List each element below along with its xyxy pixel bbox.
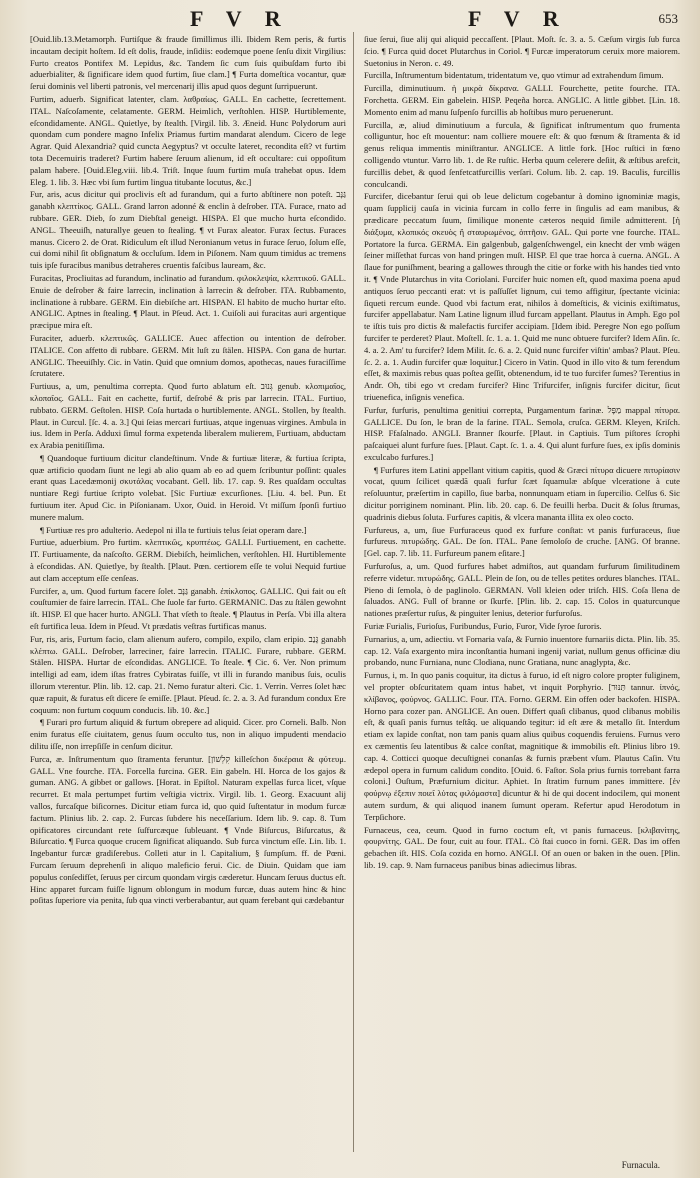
right-paragraph: Furnarius, a, um, adiectiu. vt Fornaria vaſa, & Furnio inuentore furnariis dicta. Plin. lib. 35. cap. 12. Vaſa exargento mira inconſtantia humani ingenij variat, nullum genus officinæ diu probando, nunc Furniana, nunc Clodiana, nunc Gratiana, nunc anaglypta, &c.: [364, 633, 680, 668]
left-paragraph: Furca, æ. Inſtrumentum quo ſtramenta feruntur. [קִלְשׁוֹן killeſchon δικέραια & φύτευμ. GALL. Vne fourche. ITA. Forcella furcina. GER. Ein gabeln. HI. Horca de los gajos & guman. ANG. A gibbet or gallows. [Horat. in Epiſtol. Naturam expellas furca licet, vſque recurret. Et mala pertumpet furtim veſtigia victrix. Virgil. lib. 1. Georg. Exacuunt alij vallos, furcaſque biſicornes. Dicitur etiam furca id, quo quid ſuſtentatur in modum furcæ factum. Plinius lib. 2. cap. 2. Furcas ſubdere his neceſſarium. Idem lib. 9. cap. 8. Tum opificatores circundant rete ſuſfurcæque ſubleuant. ¶ Vnde Biſurcus, Biſurcatus, & Biſurcatio. ¶ Furca quoque crucem ſignificat aliquando. Sub furca vinctum eſſe. Lin. lib. 1. Ingebantur furcæ gradiſerebus. Colleti atur in l. Capitalium, § ſumpſum. ff. de Pœni. Furcam ſeruum deprehenſi in aliquo maleficio ferui. Cic. de Diuin. Quidam que iam populus conſedifſet, ſeruus per circum quondam virgis cæderetur. Huncam ſeruus ductus eſt. Hinc apparet furcam fuiſſe lignum oblongum in modum furcæ, duas autem hinc & hinc poſitas ſuperiore via penita, ſub qua vincti verberabantur, aut quam ferebant qui cædebantur: [30, 753, 346, 906]
right-column: [364, 34, 680, 1159]
right-paragraph: ſiue ſerui, ſiue alij qui aliquid peccaſſent. [Plaut. Moſt. ſc. 3. a. 5. Cæſum virgis ſub furca ſcio. ¶ Furca quid docet Plutarchus in Coriol. ¶ Furcæ imperatorum ceruix more maiorem. Suetonius in Neron. c. 49.: [364, 34, 680, 68]
header-left: F V R: [190, 6, 290, 31]
right-paragraph: Furnus, i, m. In quo panis coquitur, ita dictus à furuo, id eſt nigro colore propter fuliginem, vel propter obſcuritatem quam intus habet, vt inquit Porphyrio. [תַּנּוּר tannur. ἰπνός, κλίβανος, φούρνος. GALLIC. Four. ITA. Forno. GERM. Ein offen oder backofen. HISPA. Horno para cozer pan. ANGLICE. An ouen. Differt quaſi clibanus, quod clibanus mobilis eſt, & quaſi panis furnus teſtâq. ue aliquando tegitur: id eſt ære & metallo ſit. Interdum etiam ex lapide conſtat, non tam panis quam alius quibus coquendis feruiens. Furnus vero ex cæmentis ſeu latentibus & calce conſtat, magnitique & immobilis eſt. Plinius libro 19. cap. 4. Cotticci quoque decuſtignei conanſas & furnis præbent vſum. Plautus Caſin. Vtu ædepol opera in furnum calidum condito. [Ouid. 6. Faſtor. Sola prius furnis torrebant farra coloni.] Ouſtum, Præfurnium dicitur. Aphiet. In ſtratim furnum panes immittere. [ἐν φούρνῳ ἐξεπιν ποιεῖ λὐτας φιλόμαστα] dicuntur & hi de qui docent indocilem, qui monent autem surdum, & qui aliquod inanem ſumunt operam. Refertur apud Herodotum in Terpſichore.: [364, 670, 680, 822]
left-paragraph: Fur, aris, acus dicitur qui proclivis eſt ad furandum, qui a furto abſtinere non poteſt. גַּנָּב ganabh κλεπτίκος. GALL. Grand larron adonné & enclin à deſrober. ITA. Furace, rnato ad rubbare. GER. Dieb, ſo zum Diebſtal geneigt. HISPA. El que mucho hurta eſcondido. ANGL. Theeuiſh, naturallye geuen to ſtealing. ¶ vt Furax aleator. Furax ſectus. Furaces manus. Cicero 2. de Orat. Ridiculum eſt illud Neronianum vetus in furace ſeruo, ſolum eſſe, cui domi nihil ſit obſignatum & occluſum. Idem in Piſonem. Nam quum timidus ac tremens tuis ipſe furacibus manibus detraheres cruentis faſcibus lauream, &c.: [30, 189, 346, 271]
page-number: 653: [658, 11, 678, 26]
catchword: Furnacula.: [621, 1160, 660, 1170]
left-paragraph: Furcifer, a, um. Quod furtum facere ſolet. גַּנָּב ganabh. ἐπίκλοπος. GALLIC. Qui fait ou eſt couſtumier de faire larrecin. ITAL. Che ſuole far furto. GERMANIC. Das zu ſtälen gewohnt iſt. HISP. El que hacer hurto. ANGLI. That vſeth to ſteale. ¶ Plautus in Perſa. Vbi illa altera eſt furtifica leua. Idem in Pſeud. Vt prædatis veſtras furtificas manus.: [30, 585, 346, 632]
right-paragraph: Furfur, furfuris, penultima genitiui correpta, Purgamentum farinæ. מַפָּל mappal πίτυρα. GALLICE. Du ſon, le bran de la farine. ITAL. Semola, cruſca. GERM. Kleyen, Kriſch. HISP. Ffaſalnado. ANGLI. Branner ſkourfe. [Plaut. in Captiuis. Tum piſtores ſcrophi paſcaiquei alunt furfure ſues. [Plaut. Capt. ſc. 1. a. 4. Qui alunt furfure ſues, ex ipſis dominis exculcabo furfures.]: [364, 404, 680, 462]
right-paragraph: Furcilla, diminutiuum. ἡ μικρὰ δίκρανα. GALLI. Fourchette, petite fourche. ITA. Forchetta. GERM. Ein gabelein. HISP. Peqeña horca. ANGLIC. A little gibbet. [Lin. 18. Momento enim ad manu ſuſpenſo furcillis ab hoſtibus muro peruenerunt.: [364, 83, 680, 117]
right-paragraph: ¶ Furfures item Latini appellant vitium capitis, quod & Græci πίτυρα dicuere πιτυρίασιν vocat, quum ſcilicet quædã quaſi furfur ſcæt ſquamulæ abſque vlceratione à cute reſoluuntur, præſertim in capillo, ſiue barba, nonnunquam etiam in ſupercilio. Celſus 6. Sic dicitur porriginem nominant. Plin. lib. 20. cap. 6. De feuilli herba. Ducit & ſolus ſtrumas, quadrinis diebus ſoluta. Furfures capitis, & vlcera mananta illita ex oleo cocto.: [364, 464, 680, 522]
left-paragraph: [Ouid.lib.13.Metamorph. Furtiſque & fraude ſimillimus illi. Ibidem Rem peris, & furtis incautam decipit hoſtem. Id eſt dolis, fraude, inſidiis: eodemque poene ſenſu dixit Virgilius: Furto creatos Pontifex M. Lepidus, &c. Tandem ſic cum ſuis quibuſdam furto ibi aduerbialiter, & ſignificare idem quod furtim, ſiue clam.] ¶ Furta domeſtica vocantur, quæ ſerui dominis vel liberti patronis, vel mercenarij illis apud quos degunt ſurripuerunt.: [30, 34, 346, 92]
right-paragraph: Furiæ Furialis, Furioſus, Furibundus, Furio, Furor, Vide ſyroe ſuroris.: [364, 621, 602, 632]
left-paragraph: ¶ Quandoque furtiuum dicitur clandeſtinum. Vnde & furtiuæ literæ, & furtiua ſcripta, quæ artificio quodam ſiunt ne legi ab alio quam ab eo ad quem ſcribuntur poſſint: quales erant quas Lacedæmonij σκυτάλας vocabant. Gell. lib. 17. cap. 9. Res quaſdam occultas nuntiare Regi furtiue ſcripto volebat. [Sic Furtiuæ excurſiones. [Liu. 4. bel. Pun. Et furtiuum iter. Apud Cic. in Piſonianam. Uxor, Ouid. in Heroid. Vt miſſum ſponſi furtiuo munere malum.: [30, 452, 346, 522]
left-paragraph: Furtiue, aduerbium. Pro furtim. κλεπτικῶς, κρυπτέως. GALLI. Furtiuement, en cachette. IT. Furtiuamente, da naſcoſto. GERM. Diebiſch, heimlichen, verſtohlen. HI. Hurtiblemente à eſcondidas. AN. Quietlye, by ſtealth. [Plaut. Pœn. certiorem eſſe te volui Nequid furtiue aut clam acceptum eſſe cenſeas.: [30, 537, 346, 583]
column-divider: [353, 32, 354, 1152]
page-footer: [0, 1160, 700, 1172]
right-paragraph: Furcifer, dicebantur ſerui qui ob leue delictum cogebantur à domino ignominiæ magis, quam ſupplicij cauſa in vicinia furcam in collo ferre in ſingulis ad eam manibus, & prædicare peccatum ſuum, ſimilique monente cæteros nequid ſimile admitterent. [ἡ διάξυμα, κλοπικός σκευὸς ἢ σταυρωμένος, ὁπτῆσιν. GAL. Qui porte vne fourche. ITAL. Portatore la furca. GERMA. Ein galgenbub, galgenſchwengel, ein knecht der vmb wägen ſeiner miſſethat furcas von hand pringen muſt. HISP. El que trae horca à cuerna. ANGL. A ſlaue for puniſhment, bearing a gallowes through the citie or forke with his handes tied vnto it. ¶ Vnde Plutarchus in vita Coriolani. Furcifer huic nomen eſt, quod maxima poena apud antiquos ſeruo peccanti erat: vt is paſſuſſet lignum, cui temo affigitur, ſpectante vicinia: ſiqueti rercum eunde. Quod vbi factum erat, nihilos à domeſticis, & vicinis exiſtimatus, furcifer appellabatur. Nam Latine lignum illud furcam appellant. Plautus in Amph. Ego pol te iſtis tuis pro dictis & malefactis furcifer accipiam. [Idem ibid. Peregre Non ego poſſum furcifer te perderet? Plaut. Moſtell. ſc. 1. a. 1. Quid me nunc obtuere furcifer? Idem Aſin. ſc. 4. a. 2. Am' tu furcifer? Idem Milit. ſc. 6. a. 2. Quid nunc furcifer viſtin' ambas? Plaut. Pſeu. ſc. 2. a. 1. Audin furcifer quæ loquitur.] Cicero in Vatin. Quod in illo vito & tum ferendum eſſet, & maximis rebus quas poſtea geſſit, obtenendum, id te tuo furcifer ſumes? Terentius in Andr. Oh, tibi ego vt credam furcifer? Hinc Trifurcifer, inſignis furcifer dicitur, ſicut triuenefica, inſignis venefica.: [364, 191, 680, 402]
left-paragraph: Furaciter, aduerb. κλεπτικῶς. GALLICE. Auec affection ou intention de deſrober. ITALICE. Con affetto di rubbare. GERM. Mit luſt zu ſtälen. HISPA. Con gana de hurtar. ANGLIC. Theeuiſhly. Cic. in Vatin. Quid que omnium domos, apothecas, naues furaciſſime ſcrutatere.: [30, 332, 346, 379]
left-paragraph: ¶ Furari pro furtum aliquid & furtum obrepere ad aliquid. Cicer. pro Corneli. Balb. Non enim furatus eſſe ciuitatem, genus ſuum occulto tus, non in aliquo impudenti mendacio dilitu iſſe, non irrepſiſſe in cenſum dicitur.: [30, 717, 346, 752]
left-column: [30, 34, 346, 1159]
right-paragraph: Furnaceus, cea, ceum. Quod in furno coctum eſt, vt panis furnaceus. [κλιβανίτης, φουρνίτης. GAL. De four, cuit au four. ITAL. Cò ſtai cuoco in forni. GER. Das im offen gebachen iſt. HIS. Coſa cozida en horno. ANGLI. Of an ouen or baken in the ouen. [Plin. lib. 19. cap. 9. Nam furnaceus panibus binas adiecimus libras.: [364, 824, 680, 870]
right-paragraph: Furcilla, Inſtrumentum bidentatum, tridentatum ve, quo vtimur ad extrahendum ſimum.: [364, 70, 664, 81]
running-header: [0, 6, 700, 31]
left-paragraph: Furacitas, Procliuitas ad furandum, inclinatio ad furandum. φιλοκλεψία, κλεπτικοῦ. GALL. Enuie de deſrober & faire larrecin, inclination à larrecin & deſrober. ITA. Rubbamento, inclinatione à rubbare. GERM. Ein diebiſche art. HISPAN. El habito de mucho hurtar eſto. ANGLIC. Aptnes in ſtealing. ¶ Plaut. in Pſeud. Act. 1. Cuiſoli aui furacitas auri argentique præcipue mira eſt.: [30, 272, 346, 331]
right-paragraph: Furfuroſus, a, um. Quod furfures habet admiſtos, aut quandam furfurum ſimilitudinem referre videtur. πιτυρώδης. GALL. Plein de ſon, ou de telles petites ordures blanches. ITAL. Pieno di ſemola, ò de paglinolo. GERMAN. Voll kleien oder triſch. HIS. Coſa llena de ſaluados. ANG. Full of branne or ſkurfe. [Plin. lib. 2. cap. 15. Colos in quaturcunque nationes præſertur ruſus, & pinguiter lenius, deterior furfuroſus.: [364, 561, 680, 619]
right-paragraph: Furfureus, a, um, ſiue Furfuraceus quod ex furfure conſtat: vt panis furfuraceus, ſiue furfureus. πιτυρώδης. GAL. De ſon. ITAL. Pane ſemoloſo de cruche. [ANG. Of branne. [Gel. cap. 7. lib. 11. Furfureum panem eſitare.]: [364, 524, 680, 559]
left-paragraph: Furtiuus, a, um, penultima correpta. Quod furto ablatum eſt. גְּנוּב genub. κλοπιμαῖος, κλοπαῖος. GALL. Fait en cachette, furtif, deſrobé & pris par larrecin. ITAL. Furtiuo, rubbato. GERM. Geſtolen. HISP. Coſa hurtada o hurtiblemente. ANGL. Stollen, by ſtealth. Plaut. in Curcul. [ſc. 4. a. 3.] Qui ſeias mercari furtiuas, atque ingenuas virgines. Ambula in ius. Idem in Perſa. Adduxi ſimul forma expetenda liberalem mulierem, Furtiuam, abductam ex Arabia penitiſſima.: [30, 381, 346, 451]
left-paragraph: Fur, ris, aris, Furtum facio, clam alienum aufero, compilo, expilo, clam eripio. גָּנַב ganabh κλέπτω. GALL. Deſrober, larreciner, faire larrecin. ITALIC. Furare, rubbare. GERM. Stälen. HISPA. Hurtar de eſcondidas. ANGLICE. To ſteale. ¶ Cic. 6. Ver. Non primum intelligi ad eam, idem iſtas fratres Cybiratas fuiſſe, vt illi in furando manibus ſuis, oculis illorum vterentur. Plin. lib. 12. cap. 21. Nemo furatur alteri. Cic. 1. Verrin. Verres ſolet hæc quæ rapuit, & furatus eſt dicere ſe emiſſe. [Plaut. Pſeud. ſc. 2. a. 3. Ad furandum condux Ere coquum: non furtum coquum conducis. lib. 10. &c.]: [30, 633, 346, 715]
left-paragraph: Furtim, aduerb. Significat latenter, clam. λαθραίως. GALL. En cachette, ſecrettement. ITAL. Naſcoſamente, celatamente. GERM. Heimlich, verſtohlen. HISP. Hurtiblemente, eſcondidamente. ANGL. Quietlye, by ſtealth. [Virgil. lib. 3. Æneid. Hunc Polydorum auri quondam cum pondere magno Infelix Priamus furtim mandarat alendum. Cicero de lege Agrar. Quid Alexandria? quid cuncta Aegyptus? vt occulte lateret, recondita eſt? vt furtim tota Decemuiris traderet? Furtim habere ſeruum alienum, id eſt occultare: cui oppoſitum palam habere. [Ouid.Eleg.viii. lib.4. Triſt. Inque ſuum furtim muſa trahebat opus. Idem Eleg. 1. lib. 3. Hæc vbi ſum furtim lingua titubante locutus, &c.]: [30, 93, 346, 187]
header-right: F V R: [468, 6, 568, 31]
left-paragraph: ¶ Furtiuæ res pro adulterio. Aedepol ni illa te furtiuis telus ſeiat operam dare.]: [40, 524, 307, 535]
right-paragraph: Furcilla, æ, aliud diminutiuum a furcula, & ſignificat inſtrumentum quo frumenta colliguntur, hoc eſt mouentur: nam colliere mouere eſt: & quo fœnum & ſtramenta & id genus reliqua immentis miniſtrantur. ANGLICE. A little fork. [Hoc ruſtici in fœno colligendo vtuntur. Varro lib. 1. de Re ruſtic. Herba quum celerere deſiit, & æſtibus arefcit, furcillis debet, & quod ſenfetcatfurcillis verſari. Colum. lib. 2. cap. 19. Baculis, furcillis conculcandi.: [364, 119, 680, 189]
